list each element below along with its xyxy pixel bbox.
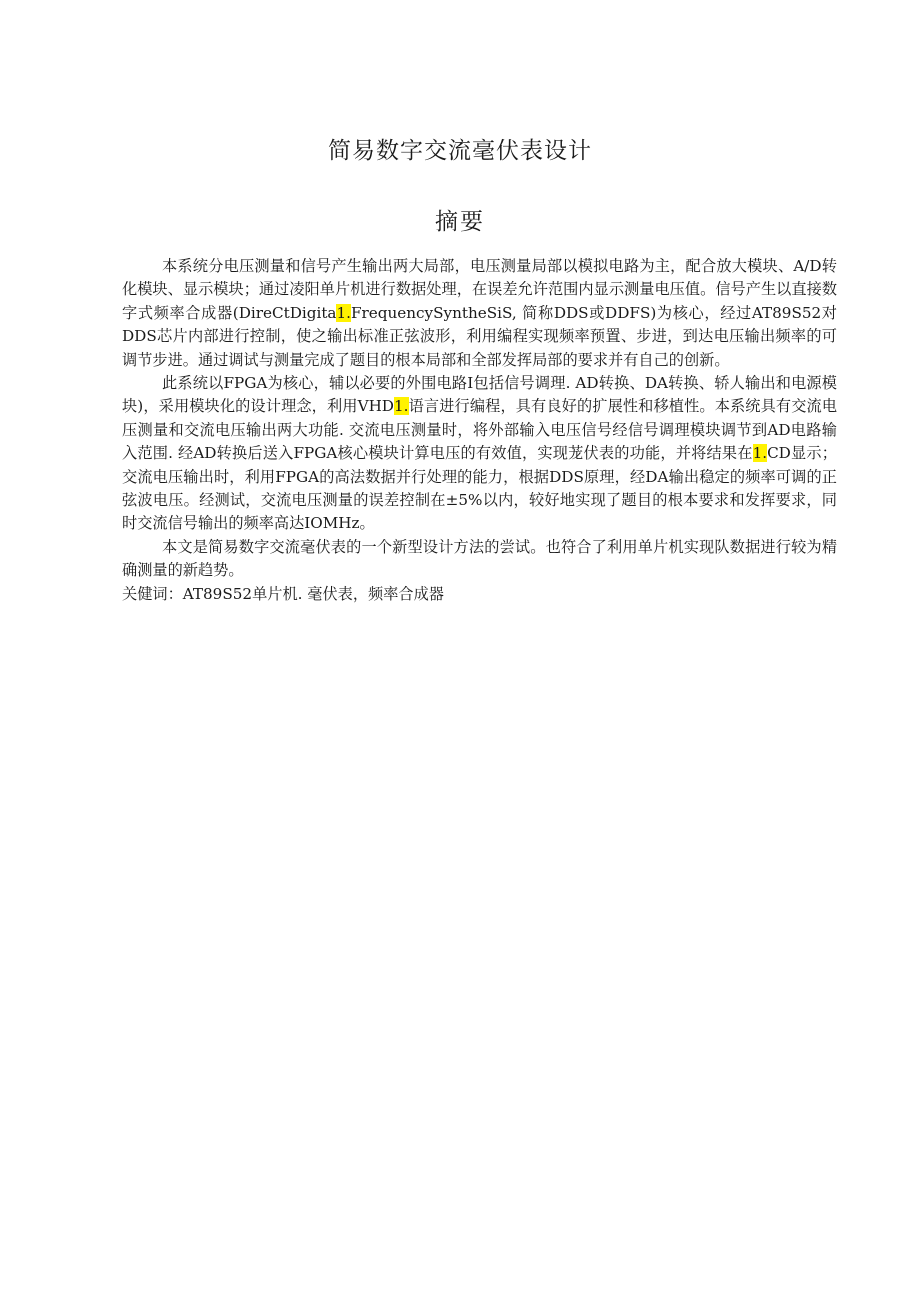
keywords-line: 关健词：AT89S52单片机. 毫伏表，频率合成器 xyxy=(122,584,444,603)
abstract-paragraph-2 xyxy=(122,372,837,536)
text-run: 语言进行编程，具有良好的扩展性和移植性。本系统具有交流电压测量和交流电压输出两大功能. 交流电压测量时，将外部输入电压信号经信号调理模块调节到AD电路输入范围. 经AD转换后送入FPGA核心模块计算电压的有效值，实现茏伏表的功能，并将结果在 xyxy=(122,397,838,463)
abstract-body xyxy=(122,255,837,606)
highlighted-text: 1. xyxy=(752,444,768,463)
abstract-paragraph-1 xyxy=(122,255,837,372)
abstract-paragraph-3 xyxy=(122,536,837,583)
document-title: 简易数字交流毫伏表设计 xyxy=(328,138,592,164)
abstract-heading: 摘要 xyxy=(435,209,485,235)
text-run: 此系统以FPGA为核心，辅以必要的外围电路I包括信号调理. AD转换、DA转换、轿人输出和电源模块)，采用模块化的设计理念，利用VHD xyxy=(122,374,837,416)
text-run: 本系统分电压测量和信号产生输出两大局部，电压测量局部以模拟电路为主，配合放大模块、A/D转化模块、显示模块；通过凌阳单片机进行数据处理，在误差允许范围内显示测量电压值。信号产生以直接数字式频率合成器(DireCtDigita xyxy=(122,257,837,322)
text-run: 本文是简易数字交流毫伏表的一个新型设计方法的尝试。也符合了利用单片机实现队数据进行较为精确测量的新趋势。 xyxy=(122,537,837,580)
highlighted-text: 1. xyxy=(336,303,351,322)
text-run: CD显示；交流电压输出时，利用FPGA的高法数据并行处理的能力，根据DDS原理，经DA输出稳定的频率可调的正弦波电压。经测试，交流电压测量的误差控制在±5%以内，较好地实现了题目的根本要求和发挥要求，同时交流信号输出的频率高达IOMHz。 xyxy=(122,444,837,533)
text-run: FrequencySyntheSiS, 简称DDS或DDFS)为核心，经过AT89S52对DDS芯片内部进行控制，使之输出标准正弦波形，利用编程实现频率预置、步进，到达电压输出频率的可调节步进。通过调试与测量完成了题目的根本局部和全部发挥局部的要求并有自己的创新。 xyxy=(122,303,837,369)
highlighted-text: 1. xyxy=(394,397,409,416)
